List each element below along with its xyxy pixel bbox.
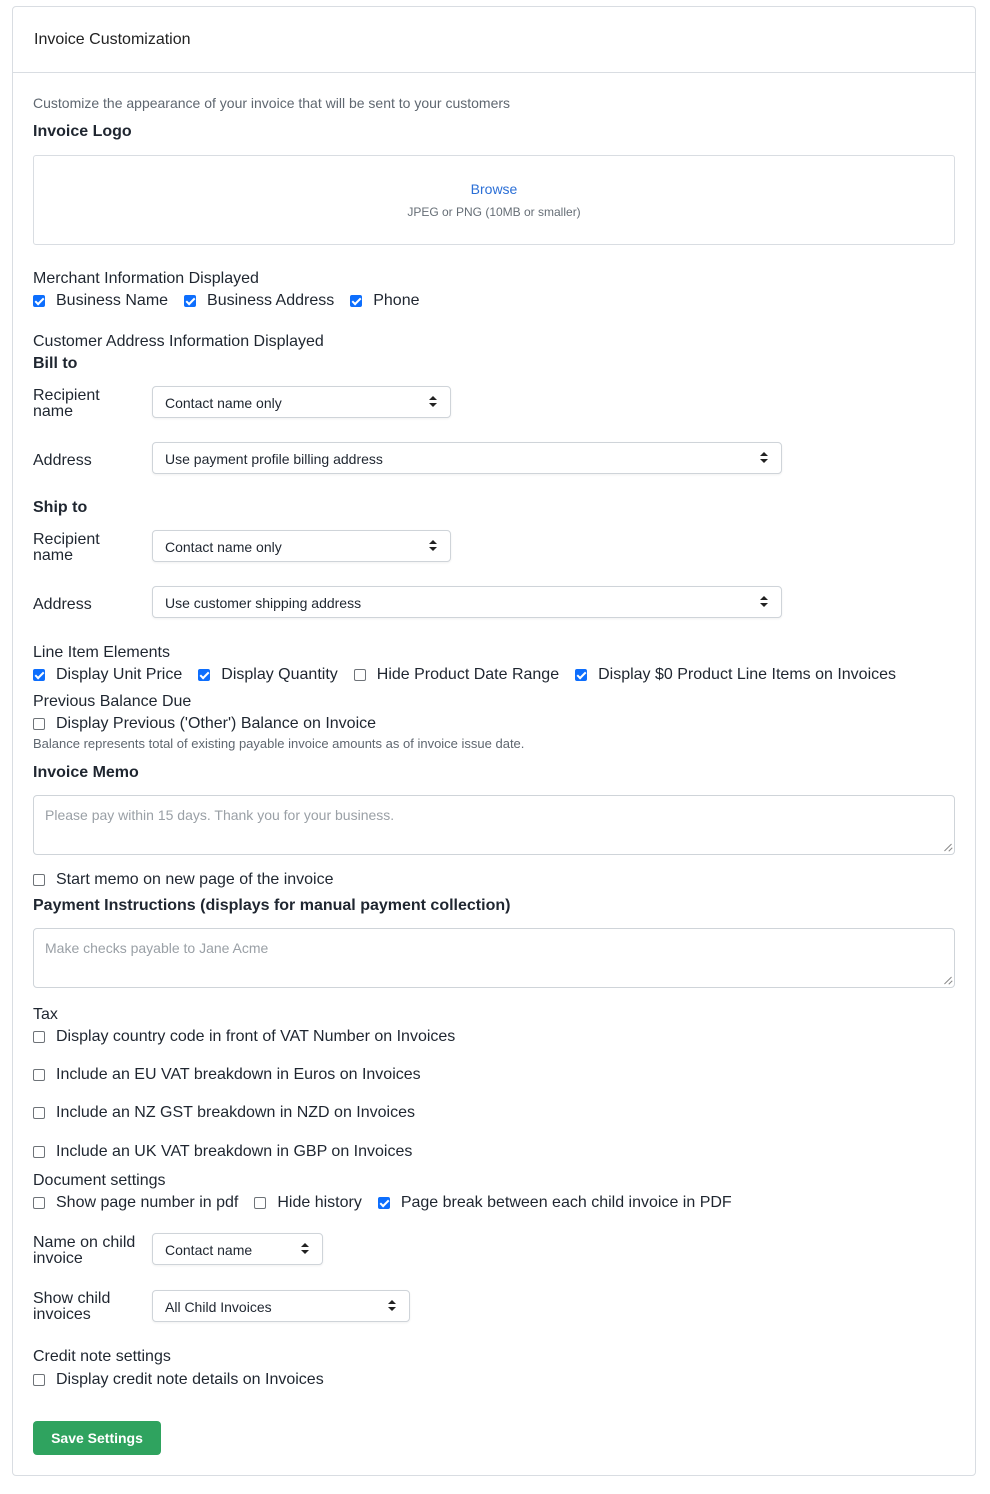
bill-to-address-select[interactable]: Use payment profile billing address (152, 442, 782, 474)
credit-note-heading: Credit note settings (33, 1348, 171, 1365)
merchant-phone-option[interactable]: Phone (350, 292, 419, 310)
bill-to-recipient-select[interactable]: Contact name only (152, 386, 451, 418)
display-quantity-checkbox[interactable] (198, 669, 210, 681)
display-zero-line-items-option[interactable]: Display $0 Product Line Items on Invoices (575, 666, 896, 684)
previous-balance-heading: Previous Balance Due (33, 693, 192, 710)
invoice-memo-heading: Invoice Memo (33, 764, 139, 781)
bill-to-recipient-label: Recipient name (33, 387, 100, 420)
tax-country-code-checkbox[interactable] (33, 1031, 45, 1043)
ship-to-recipient-label: Recipient name (33, 531, 100, 564)
resize-grip-icon[interactable] (944, 844, 952, 852)
tax-heading: Tax (33, 1006, 58, 1023)
bill-to-heading: Bill to (33, 355, 78, 372)
document-settings-heading: Document settings (33, 1172, 166, 1189)
tax-country-code-option[interactable]: Display country code in front of VAT Number on Invoices (33, 1028, 455, 1046)
logo-dropzone[interactable] (33, 155, 955, 245)
merchant-business-name-option[interactable]: Business Name (33, 292, 168, 310)
line-item-heading: Line Item Elements (33, 644, 170, 661)
card-title: Invoice Customization (13, 7, 975, 73)
child-name-select[interactable]: Contact name (152, 1233, 323, 1265)
merchant-options (33, 292, 436, 310)
ship-to-recipient-select[interactable]: Contact name only (152, 530, 451, 562)
payment-instructions-heading: Payment Instructions (displays for manual payment collection) (33, 897, 511, 914)
previous-balance-checkbox[interactable] (33, 718, 45, 730)
display-unit-price-option[interactable]: Display Unit Price (33, 666, 182, 684)
memo-new-page-option[interactable]: Start memo on new page of the invoice (33, 871, 334, 889)
merchant-business-address-checkbox[interactable] (184, 295, 196, 307)
tax-eu-vat-option[interactable]: Include an EU VAT breakdown in Euros on Invoices (33, 1066, 421, 1084)
hide-product-date-range-checkbox[interactable] (354, 669, 366, 681)
page-break-child-checkbox[interactable] (378, 1197, 390, 1209)
ship-to-address-select[interactable]: Use customer shipping address (152, 586, 782, 618)
select-arrows-icon (301, 1243, 309, 1255)
tax-uk-vat-option[interactable]: Include an UK VAT breakdown in GBP on Invoices (33, 1143, 412, 1161)
tax-nz-gst-checkbox[interactable] (33, 1107, 45, 1119)
display-unit-price-checkbox[interactable] (33, 669, 45, 681)
credit-note-option[interactable]: Display credit note details on Invoices (33, 1371, 324, 1389)
select-arrows-icon (388, 1300, 396, 1312)
intro-text: Customize the appearance of your invoice that will be sent to your customers (33, 95, 511, 111)
memo-new-page-checkbox[interactable] (33, 874, 45, 886)
page-break-child-option[interactable]: Page break between each child invoice in PDF (378, 1194, 732, 1212)
show-child-select[interactable]: All Child Invoices (152, 1290, 410, 1322)
logo-file-hint: JPEG or PNG (10MB or smaller) (407, 205, 581, 219)
show-child-label: Show child invoices (33, 1290, 111, 1323)
document-options (33, 1194, 748, 1212)
merchant-info-heading: Merchant Information Displayed (33, 270, 259, 287)
display-quantity-option[interactable]: Display Quantity (198, 666, 338, 684)
child-name-label: Name on child invoice (33, 1234, 136, 1267)
resize-grip-icon[interactable] (944, 977, 952, 985)
ship-to-heading: Ship to (33, 499, 88, 516)
merchant-business-name-checkbox[interactable] (33, 295, 45, 307)
tax-nz-gst-option[interactable]: Include an NZ GST breakdown in NZD on Invoices (33, 1104, 415, 1122)
select-arrows-icon (429, 396, 437, 408)
merchant-phone-checkbox[interactable] (350, 295, 362, 307)
show-page-number-option[interactable]: Show page number in pdf (33, 1194, 238, 1212)
invoice-customization-card (12, 6, 976, 1476)
save-settings-button[interactable]: Save Settings (33, 1421, 161, 1455)
tax-eu-vat-checkbox[interactable] (33, 1069, 45, 1081)
customer-address-heading: Customer Address Information Displayed (33, 333, 324, 350)
browse-link[interactable]: Browse (470, 181, 518, 197)
credit-note-checkbox[interactable] (33, 1374, 45, 1386)
hide-product-date-range-option[interactable]: Hide Product Date Range (354, 666, 559, 684)
merchant-business-address-option[interactable]: Business Address (184, 292, 334, 310)
show-page-number-checkbox[interactable] (33, 1197, 45, 1209)
select-arrows-icon (429, 540, 437, 552)
tax-uk-vat-checkbox[interactable] (33, 1146, 45, 1158)
previous-balance-note: Balance represents total of existing payable invoice amounts as of invoice issue date. (33, 736, 525, 751)
display-zero-line-items-checkbox[interactable] (575, 669, 587, 681)
payment-instructions-textarea[interactable]: Make checks payable to Jane Acme (33, 928, 955, 988)
invoice-logo-heading: Invoice Logo (33, 123, 132, 140)
line-item-options (33, 666, 912, 684)
invoice-memo-textarea[interactable]: Please pay within 15 days. Thank you for your business. (33, 795, 955, 855)
ship-to-address-label: Address (33, 596, 92, 613)
hide-history-option[interactable]: Hide history (254, 1194, 361, 1212)
bill-to-address-label: Address (33, 452, 92, 469)
previous-balance-option[interactable]: Display Previous ('Other') Balance on Invoice (33, 715, 376, 733)
select-arrows-icon (760, 596, 768, 608)
select-arrows-icon (760, 452, 768, 464)
hide-history-checkbox[interactable] (254, 1197, 266, 1209)
